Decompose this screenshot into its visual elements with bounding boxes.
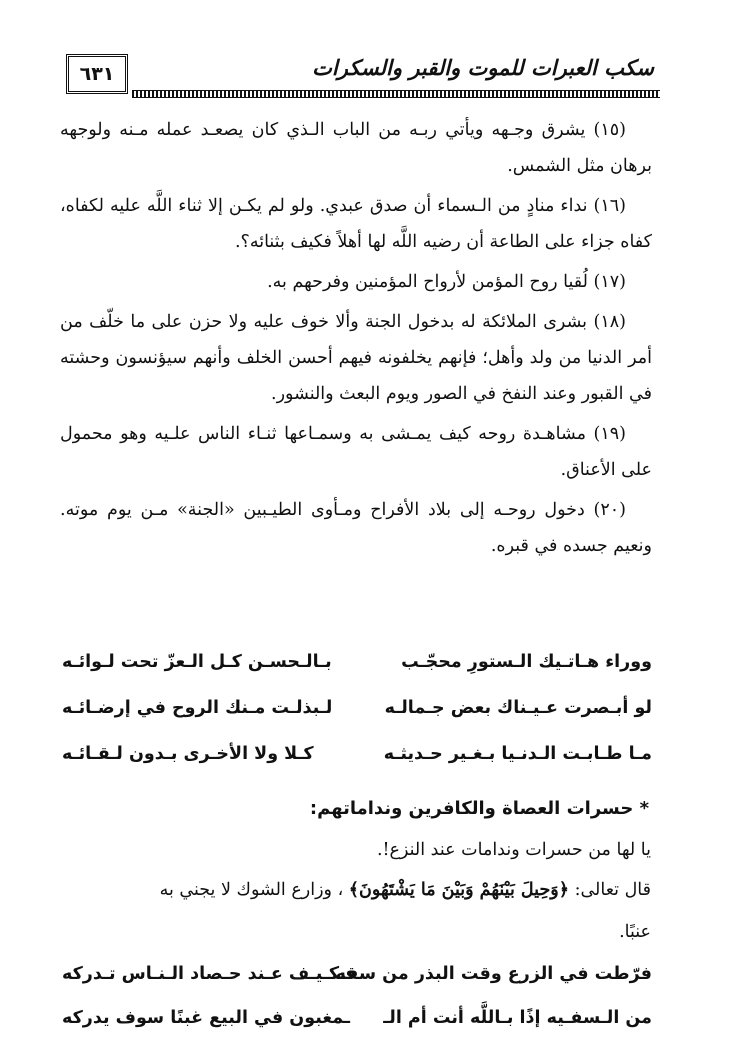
- verse-hemistich-first: ووراء هـاتـيك الـستورِ محجّـب: [401, 652, 652, 672]
- header-rule: [132, 90, 660, 98]
- quran-verse: ﴿وَحِيلَ بَيْنَهُمْ وَبَيْنَ مَا يَشْتَهُونَ﴾: [348, 880, 569, 900]
- paragraph-20: (٢٠) دخول روحـه إلى بلاد الأفراح ومـأوى الطيـبين «الجنة» مـن يوم موته. ونعيم جسده في قبره.: [60, 500, 652, 556]
- verse-hemistich-second: بـالـحسـن كـل الـعزّ تحت لـوائـه: [62, 652, 332, 672]
- page-header: [62, 50, 660, 102]
- verse-line: [62, 1002, 652, 1042]
- verse-hemistich-first: مـا طـابـت الـدنـيا بـغـير حـديثـه: [383, 744, 652, 764]
- verse-hemistich-second: ـمغبون في البيع غبنًا سوف يدركه: [62, 1008, 350, 1028]
- verse-hemistich-first: من الـسفـيه إذًا بـاللَّه أنت أم الـ: [383, 1008, 652, 1028]
- section-line-2: [91, 880, 651, 900]
- verse-line: [62, 646, 652, 686]
- quote-intro: قال تعالى:: [574, 880, 651, 900]
- running-title: سكب العبرات للموت والقبر والسكرات: [312, 56, 654, 80]
- section-line-1: يا لها من حسرات وندامات عند النزع!.: [376, 840, 651, 860]
- paragraph-15: (١٥) يشرق وجـهه ويأتي ربـه من الباب الـذي كان يصعـد عمله مـنه ولوجهه برهان مثل الشمس.: [60, 120, 652, 176]
- paragraph-16: (١٦) نداء منادٍ من الـسماء أن صدق عبدي. ولو لم يكـن إلا ثناء اللَّه عليه لكفاه، كفاه جزاء على الطاعة أن رضيه اللَّه لها أهلاً فكيف بثنائه؟.: [60, 196, 652, 252]
- paragraph-18: (١٨) بشرى الملائكة له بدخول الجنة وألا خوف عليه ولا حزن على ما خلّف من أمر الدنيا من ولد وأهل؛ فإنهم يخلفونه فيهم أحسن الخلف وأنهم سيؤنسون وحشته في القبور وعند النفخ في الصور ويوم البعث والنشور.: [60, 312, 652, 404]
- verse-line: [62, 692, 652, 732]
- paragraph-19: (١٩) مشاهـدة روحه كيف يمـشى به وسمـاعها ثنـاء الناس علـيه وهو محمول على الأعناق.: [60, 424, 652, 480]
- main-text: [60, 112, 652, 568]
- section-line-3: عنبًا.: [619, 922, 651, 942]
- verse-hemistich-second: لـبذلـت مـنك الروح في إرضـائـه: [62, 698, 333, 718]
- verse-hemistich-second: فـكـيـف عـند حـصاد الـنـاس تـدركه: [62, 964, 357, 984]
- verse-hemistich-second: كـلا ولا الأخـرى بـدون لـقـائـه: [62, 744, 314, 764]
- paragraph-17: (١٧) لُقيا روح المؤمن لأرواح المؤمنين وفرحهم به.: [267, 272, 626, 292]
- verse-hemistich-first: لو أبـصرت عـيـناك بعض جـمالـه: [384, 698, 652, 718]
- page-number: ٦٣١: [66, 54, 128, 94]
- verse-line: [62, 958, 652, 998]
- quote-continuation: ، وزارع الشوك لا يجني به: [159, 880, 344, 900]
- verse-line: [62, 738, 652, 778]
- verse-hemistich-first: فرّطت في الزرع وقت البذر من سفه: [335, 964, 652, 984]
- section-heading: * حسرات العصاة والكافرين ونداماتهم:: [309, 798, 649, 819]
